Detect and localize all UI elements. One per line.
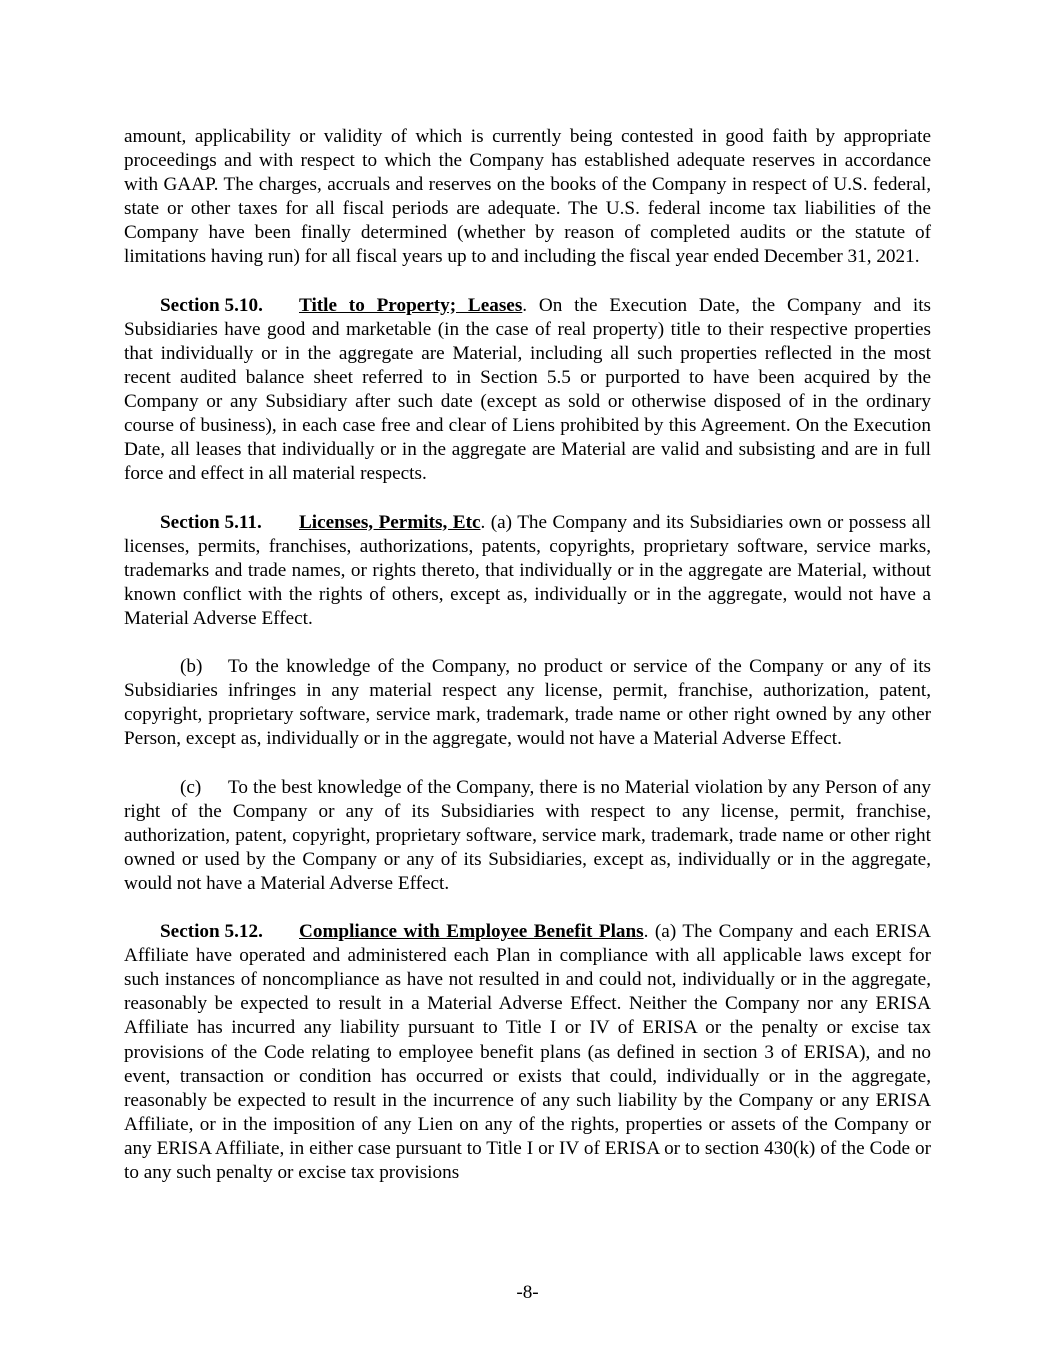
- section-title: Licenses, Permits, Etc: [299, 511, 481, 533]
- section-number: Section 5.10.: [160, 294, 263, 316]
- subsection-label: (c): [180, 776, 202, 798]
- section-title: Title to Property; Leases: [299, 294, 523, 316]
- subsection-body: To the best knowledge of the Company, there is no Material violation by any Person of any right of the Company or any of its Subsidiaries with respect to any license, permit, franchise, authorization, patent, copyright, proprietary software, service mark, trademark, trade name or other right owned or used by the Company or any of its Subsidiaries, except as, individually or in the aggregate, would not have a Material Adverse Effect.: [124, 776, 931, 894]
- section-number: Section 5.11.: [160, 511, 262, 533]
- section-body: . On the Execution Date, the Company and its Subsidiaries have good and marketable (in the case of real property) title to their respective properties that individually or in the aggregate are Material, including all such properties reflected in the most recent audited balance sheet referred to in Section 5.5 or purported to have been acquired by the Company or any Subsidiary after such date (except as sold or otherwise disposed of in the ordinary course of business), in each case free and clear of Liens prohibited by this Agreement. On the Execution Date, all leases that individually or in the aggregate are Material are valid and subsisting and are in full force and effect in all material respects.: [124, 294, 931, 485]
- section-title: Compliance with Employee Benefit Plans: [299, 921, 644, 943]
- subsection-label: (b): [180, 656, 203, 678]
- section-5-12: [124, 920, 931, 1185]
- section-5-10: [124, 294, 931, 487]
- section-body: . (a) The Company and its Subsidiaries own or possess all licenses, permits, franchises, authorizations, patents, copyrights, proprietary software, service marks, trademarks and trade names, or rights thereto, that individually or in the aggregate are Material, without known conflict with the rights of others, except as, individually or in the aggregate, would not have a Material Adverse Effect.: [124, 511, 931, 629]
- document-page: [124, 125, 931, 1209]
- page-number: -8-: [516, 1282, 539, 1303]
- subsection-body: To the knowledge of the Company, no product or service of the Company or any of its Subsidiaries infringes in any material respect any license, permit, franchise, authorization, patent, copyright, proprietary software, service mark, trademark, trade name or other right owned by any other Person, except as, individually or in the aggregate, would not have a Material Adverse Effect.: [124, 656, 931, 750]
- section-5-11-b: [124, 655, 931, 751]
- paragraph-tax-continuation: [124, 125, 931, 270]
- section-5-11: [124, 511, 931, 631]
- section-body: . (a) The Company and each ERISA Affiliate have operated and administered each Plan in compliance with all applicable laws except for such instances of noncompliance as have not resulted in and could not, individually or in the aggregate, reasonably be expected to result in a Material Adverse Effect. Neither the Company nor any ERISA Affiliate has incurred any liability pursuant to Title I or IV of ERISA or the penalty or excise tax provisions of the Code relating to employee benefit plans (as defined in section 3 of ERISA), and no event, transaction or condition has occurred or exists that could, individually or in the aggregate, reasonably be expected to result in the incurrence of any such liability by the Company or any ERISA Affiliate, or in the imposition of any Lien on any of the rights, properties or assets of the Company or any ERISA Affiliate, in either case pursuant to Title I or IV of ERISA or to section 430(k) of the Code or to any such penalty or excise tax provisions: [124, 921, 931, 1184]
- paragraph-text: amount, applicability or validity of which is currently being contested in good faith by appropriate proceedings and with respect to which the Company has established adequate reserves in accordance with GAAP. The charges, accruals and reserves on the books of the Company in respect of U.S. federal, state or other taxes for all fiscal periods are adequate. The U.S. federal income tax liabilities of the Company have been finally determined (whether by reason of completed audits or the statute of limitations having run) for all fiscal years up to and including the fiscal year ended December 31, 2021.: [124, 126, 931, 268]
- section-number: Section 5.12.: [160, 921, 263, 943]
- section-5-11-c: [124, 776, 931, 896]
